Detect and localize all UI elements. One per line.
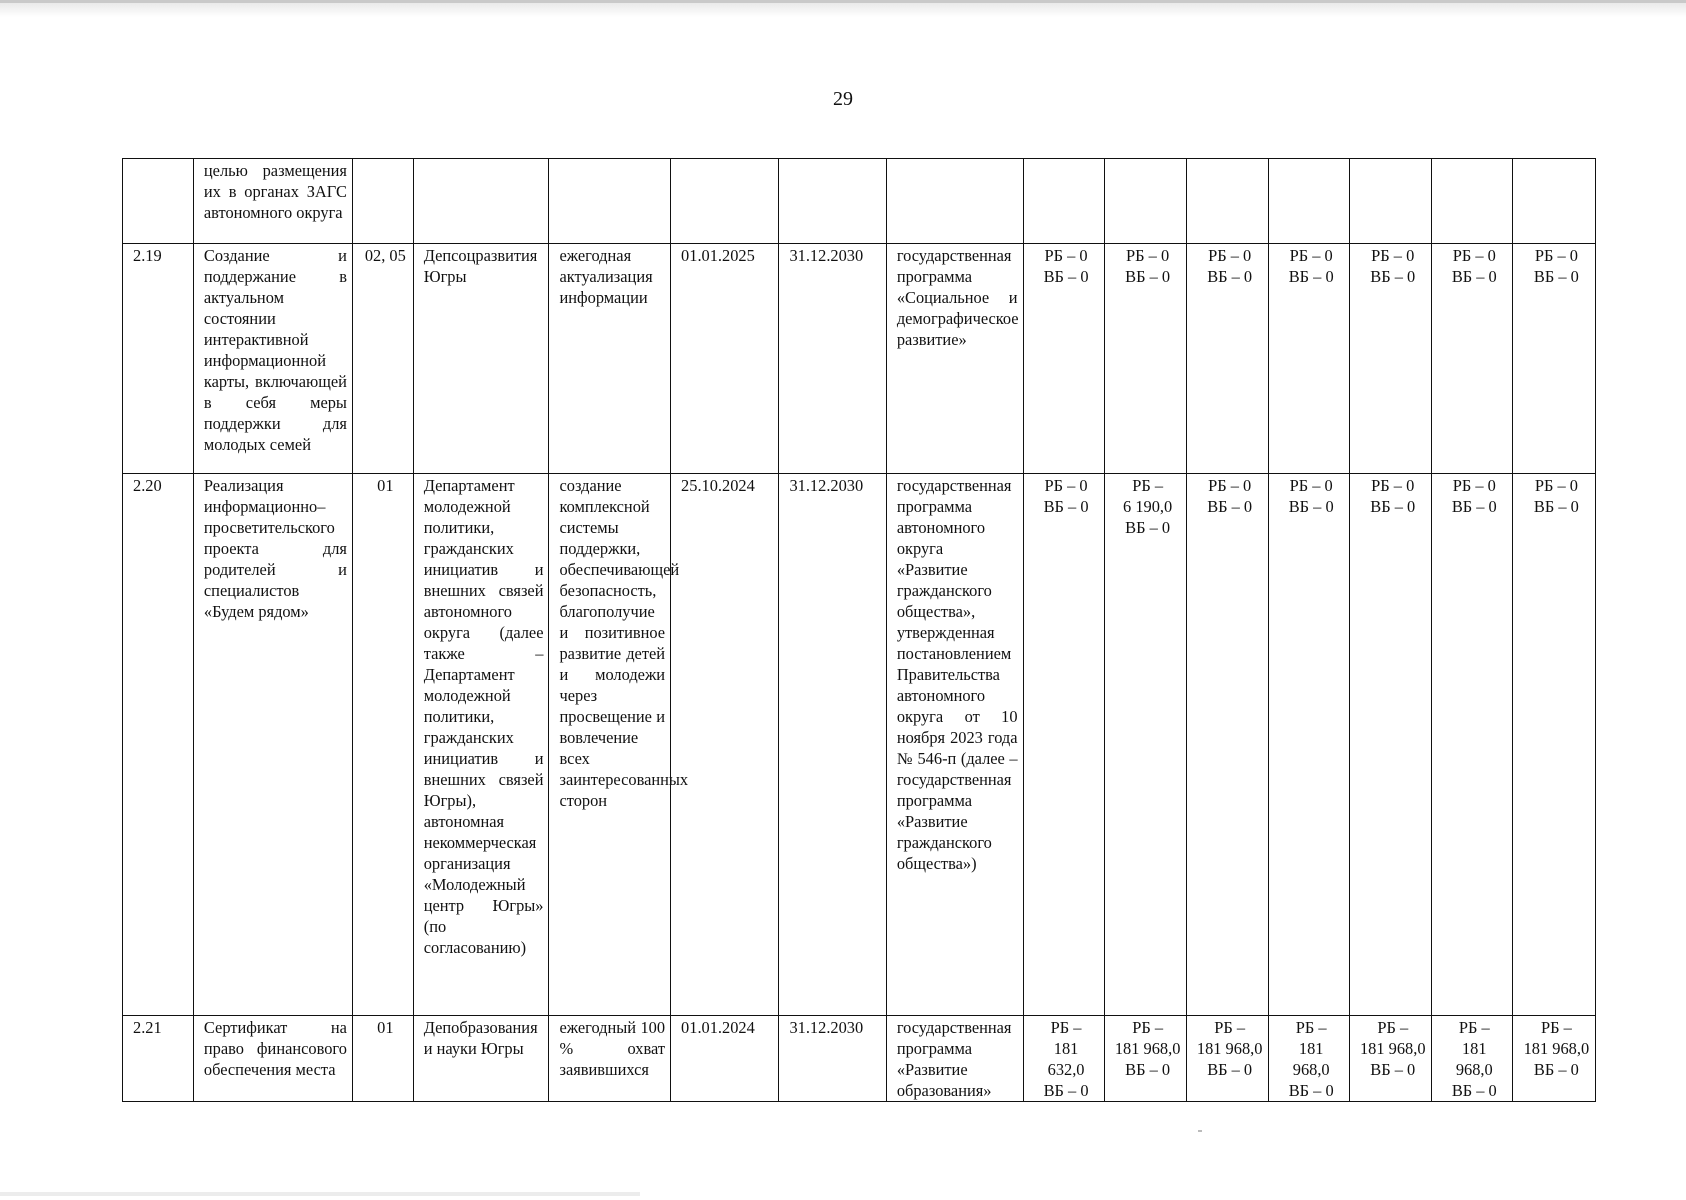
row-number: 2.20 [123, 474, 194, 1016]
funding-cell [1431, 244, 1512, 474]
funding-value: РБ – 181 632,0 ВБ – 0 [1043, 1018, 1089, 1100]
scan-edge-bottom [0, 1192, 640, 1196]
task-numbers: 02, 05 [352, 244, 413, 474]
funding-value: РБ – 0 ВБ – 0 [1043, 476, 1089, 516]
funding-value: РБ – 181 968,0 ВБ – 0 [1114, 1018, 1181, 1079]
measure-name: Реализация информационно–просветительского проекта для родителей и специалистов «Будем рядом» [193, 474, 352, 1016]
funding-cell [1268, 244, 1349, 474]
end-date [779, 159, 886, 244]
funding-value: РБ – 0 ВБ – 0 [1288, 246, 1334, 286]
funding-cell [1104, 1016, 1186, 1102]
task-numbers: 01 [352, 474, 413, 1016]
funding-cell [1104, 159, 1186, 244]
funding-cell [1186, 159, 1268, 244]
scan-edge-top [0, 0, 1686, 17]
page-number: 29 [833, 88, 853, 110]
funding-cell [1512, 244, 1595, 474]
scan-speck [1198, 1130, 1202, 1132]
start-date: 01.01.2024 [671, 1016, 779, 1102]
funding-cell [1268, 1016, 1349, 1102]
executor [413, 159, 549, 244]
executor: Депсоцразвития Югры [413, 244, 549, 474]
funding-cell [1349, 1016, 1431, 1102]
row-number: 2.19 [123, 244, 194, 474]
start-date: 25.10.2024 [671, 474, 779, 1016]
table-row [123, 244, 1596, 474]
funding-value: РБ – 181 968,0 ВБ – 0 [1359, 1018, 1426, 1079]
row-number: 2.21 [123, 1016, 194, 1102]
measures-table [122, 158, 1596, 1102]
funding-cell [1023, 1016, 1104, 1102]
measure-name: Создание и поддержание в актуальном состоянии интерактивной информационной карты, включающей в себя меры поддержки для молодых семей [193, 244, 352, 474]
funding-value: РБ – 0 ВБ – 0 [1125, 246, 1171, 286]
funding-cell [1349, 474, 1431, 1016]
funding-value: РБ – 0 ВБ – 0 [1207, 476, 1253, 516]
funding-value: РБ – 0 ВБ – 0 [1043, 246, 1089, 286]
funding-value: РБ – 0 ВБ – 0 [1207, 246, 1253, 286]
state-program: государственная программа автономного округа «Развитие гражданского общества», утвержденная постановлением Правительства автономного округа от 10 ноября 2023 года № 546-п (далее – государственная программа «Развитие гражданского общества») [886, 474, 1023, 1016]
table-row [123, 159, 1596, 244]
table-row [123, 1016, 1596, 1102]
funding-cell [1512, 1016, 1595, 1102]
funding-cell [1268, 159, 1349, 244]
funding-value: РБ – 181 968,0 ВБ – 0 [1196, 1018, 1263, 1079]
funding-cell [1023, 159, 1104, 244]
funding-value: РБ – 0 ВБ – 0 [1451, 246, 1497, 286]
funding-cell [1104, 244, 1186, 474]
state-program: государственная программа «Развитие образования» [886, 1016, 1023, 1102]
funding-cell [1431, 159, 1512, 244]
funding-value: РБ – 0 ВБ – 0 [1288, 476, 1334, 516]
expected-result: создание комплексной системы поддержки, обеспечивающей безопасность, благополучие и позитивное развитие детей и молодежи через просвещение и вовлечение всех заинтересованных сторон [549, 474, 671, 1016]
funding-cell [1023, 244, 1104, 474]
state-program: государственная программа «Социальное и демографическое развитие» [886, 244, 1023, 474]
funding-value: РБ – 181 968,0 ВБ – 0 [1288, 1018, 1334, 1100]
funding-value: РБ – 6 190,0 ВБ – 0 [1123, 476, 1173, 537]
end-date: 31.12.2030 [779, 474, 886, 1016]
funding-cell [1186, 244, 1268, 474]
funding-cell [1104, 474, 1186, 1016]
table-row [123, 474, 1596, 1016]
funding-cell [1349, 159, 1431, 244]
executor: Депобразования и науки Югры [413, 1016, 549, 1102]
expected-result: ежегодный 100 % охват заявившихся [549, 1016, 671, 1102]
funding-value: РБ – 181 968,0 ВБ – 0 [1451, 1018, 1497, 1100]
measure-name: Сертификат на право финансового обеспечения места [193, 1016, 352, 1102]
funding-value: РБ – 0 ВБ – 0 [1370, 476, 1416, 516]
end-date: 31.12.2030 [779, 1016, 886, 1102]
funding-cell [1186, 474, 1268, 1016]
start-date: 01.01.2025 [671, 244, 779, 474]
funding-cell [1512, 159, 1595, 244]
funding-cell [1349, 244, 1431, 474]
task-numbers: 01 [352, 1016, 413, 1102]
state-program [886, 159, 1023, 244]
row-number [123, 159, 194, 244]
executor: Департамент молодежной политики, гражданских инициатив и внешних связей автономного округа (далее также – Департамент молодежной политики, гражданских инициатив и внешних связей Югры), автономная некоммерческая организация «Молодежный центр Югры» (по согласованию) [413, 474, 549, 1016]
funding-value: РБ – 0 ВБ – 0 [1533, 246, 1579, 286]
funding-cell [1431, 474, 1512, 1016]
start-date [671, 159, 779, 244]
funding-value: РБ – 0 ВБ – 0 [1533, 476, 1579, 516]
task-numbers [352, 159, 413, 244]
funding-cell [1023, 474, 1104, 1016]
funding-cell [1431, 1016, 1512, 1102]
measure-name: целью размещения их в органах ЗАГС автономного округа [193, 159, 352, 244]
funding-value: РБ – 0 ВБ – 0 [1370, 246, 1416, 286]
expected-result [549, 159, 671, 244]
funding-value: РБ – 181 968,0 ВБ – 0 [1523, 1018, 1590, 1079]
expected-result: ежегодная актуализация информации [549, 244, 671, 474]
funding-cell [1186, 1016, 1268, 1102]
funding-cell [1512, 474, 1595, 1016]
funding-value: РБ – 0 ВБ – 0 [1451, 476, 1497, 516]
end-date: 31.12.2030 [779, 244, 886, 474]
funding-cell [1268, 474, 1349, 1016]
